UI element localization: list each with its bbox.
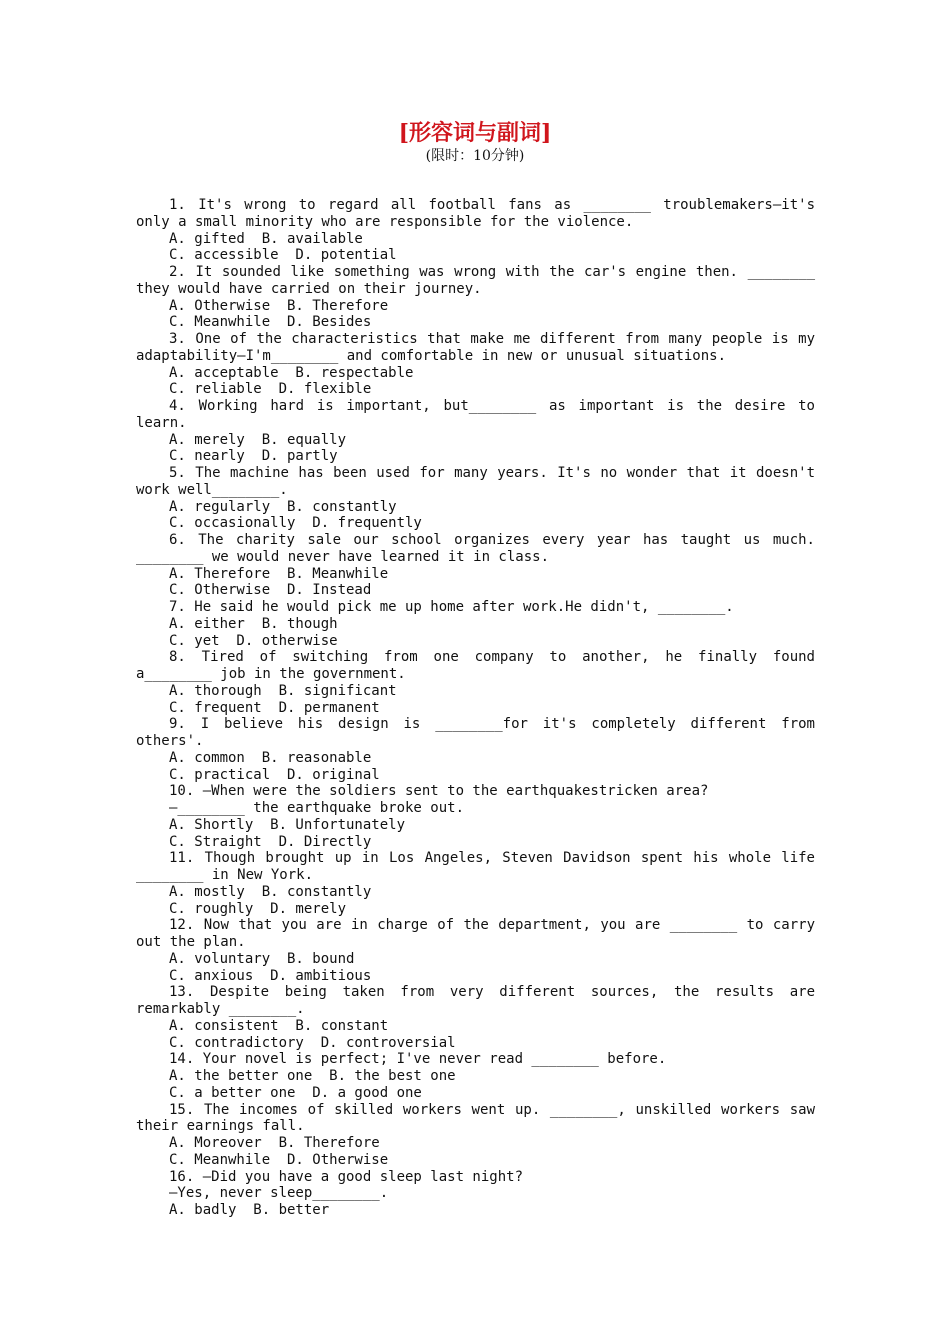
- answer-options: C. occasionally D. frequently: [169, 515, 422, 532]
- question-stem: 1. It's wrong to regard all football fans as ________ troublemakers—it's only a small minority who are responsible for the violence.: [136, 197, 815, 230]
- question-16: [136, 1169, 815, 1219]
- time-limit: (限时：10分钟): [425, 148, 525, 164]
- question-13: [136, 984, 815, 1051]
- answer-options: C. Meanwhile D. Otherwise: [169, 1151, 389, 1168]
- answer-options: A. merely B. equally: [169, 431, 347, 448]
- question-stem: 14. Your novel is perfect; I've never read ________ before.: [169, 1051, 667, 1068]
- question-stem: 12. Now that you are in charge of the department, you are ________ to carry out the plan.: [136, 917, 815, 950]
- answer-options: A. Therefore B. Meanwhile: [169, 565, 389, 582]
- answer-options: A. voluntary B. bound: [169, 950, 355, 967]
- answer-options: C. a better one D. a good one: [169, 1084, 422, 1101]
- question-12: [136, 917, 815, 984]
- question-9: [136, 716, 815, 783]
- answer-options: —________ the earthquake broke out.: [169, 800, 465, 816]
- question-10: [136, 783, 815, 850]
- question-list: [136, 197, 815, 1219]
- answer-options: C. accessible D. potential: [169, 247, 397, 264]
- answer-options: —Yes, never sleep________.: [169, 1185, 389, 1202]
- question-stem: 16. —Did you have a good sleep last night?: [169, 1168, 524, 1185]
- answer-options: A. the better one B. the best one: [169, 1068, 456, 1084]
- answer-options: C. nearly D. partly: [169, 448, 338, 465]
- question-5: [136, 465, 815, 532]
- question-stem: 15. The incomes of skilled workers went up. ________, unskilled workers saw their earnings fall.: [136, 1101, 815, 1135]
- question-4: [136, 398, 815, 465]
- answer-options: A. mostly B. constantly: [169, 883, 372, 900]
- question-14: [136, 1051, 815, 1101]
- answer-options: C. reliable D. flexible: [169, 381, 372, 398]
- answer-options: C. Straight D. Directly: [169, 833, 372, 850]
- question-6: [136, 532, 815, 599]
- answer-options: A. badly B. better: [169, 1202, 330, 1218]
- question-stem: 13. Despite being taken from very different sources, the results are remarkably ________.: [136, 984, 815, 1017]
- answer-options: A. either B. though: [169, 615, 338, 632]
- question-stem: 4. Working hard is important, but________ as important is the desire to learn.: [136, 398, 815, 431]
- question-stem: 3. One of the characteristics that make me different from many people is my adaptability—I'm________ and comfortable in new or unusual situations.: [136, 331, 815, 364]
- answer-options: A. regularly B. constantly: [169, 498, 397, 515]
- question-stem: 2. It sounded like something was wrong with the car's engine then. ________ they would have carried on their journey.: [136, 264, 815, 297]
- question-stem: 11. Though brought up in Los Angeles, Steven Davidson spent his whole life ________ in New York.: [136, 850, 815, 883]
- question-8: [136, 649, 815, 716]
- answer-options: A. gifted B. available: [169, 230, 363, 247]
- answer-options: A. acceptable B. respectable: [169, 364, 414, 381]
- answer-options: A. common B. reasonable: [169, 749, 372, 766]
- answer-options: A. Moreover B. Therefore: [169, 1135, 380, 1151]
- page-title: [形容词与副词]: [398, 120, 552, 146]
- question-stem: 10. —When were the soldiers sent to the earthquakestricken area?: [169, 783, 709, 800]
- answer-options: A. Otherwise B. Therefore: [169, 297, 389, 314]
- question-stem: 5. The machine has been used for many years. It's no wonder that it doesn't work well________.: [136, 465, 815, 498]
- question-stem: 9. I believe his design is ________for it's completely different from others'.: [136, 716, 815, 749]
- answer-options: C. Meanwhile D. Besides: [169, 314, 372, 331]
- answer-options: C. practical D. original: [169, 766, 380, 783]
- question-11: [136, 850, 815, 917]
- question-stem: 8. Tired of switching from one company to another, he finally found a________ job in the government.: [136, 649, 815, 682]
- question-7: [136, 599, 815, 649]
- question-stem: 7. He said he would pick me up home after work.He didn't, ________.: [169, 599, 734, 615]
- question-stem: 6. The charity sale our school organizes every year has taught us much. ________ we would never have learned it in class.: [136, 532, 815, 565]
- question-1: [136, 197, 815, 264]
- question-3: [136, 331, 815, 398]
- question-2: [136, 264, 815, 331]
- answer-options: A. Shortly B. Unfortunately: [169, 816, 406, 833]
- answer-options: C. Otherwise D. Instead: [169, 582, 372, 599]
- answer-options: C. contradictory D. controversial: [169, 1034, 456, 1051]
- answer-options: A. consistent B. constant: [169, 1017, 389, 1034]
- question-15: [136, 1102, 815, 1169]
- answer-options: C. yet D. otherwise: [169, 632, 338, 649]
- answer-options: C. roughly D. merely: [169, 900, 347, 917]
- answer-options: C. frequent D. permanent: [169, 699, 380, 716]
- answer-options: A. thorough B. significant: [169, 682, 397, 699]
- answer-options: C. anxious D. ambitious: [169, 967, 372, 984]
